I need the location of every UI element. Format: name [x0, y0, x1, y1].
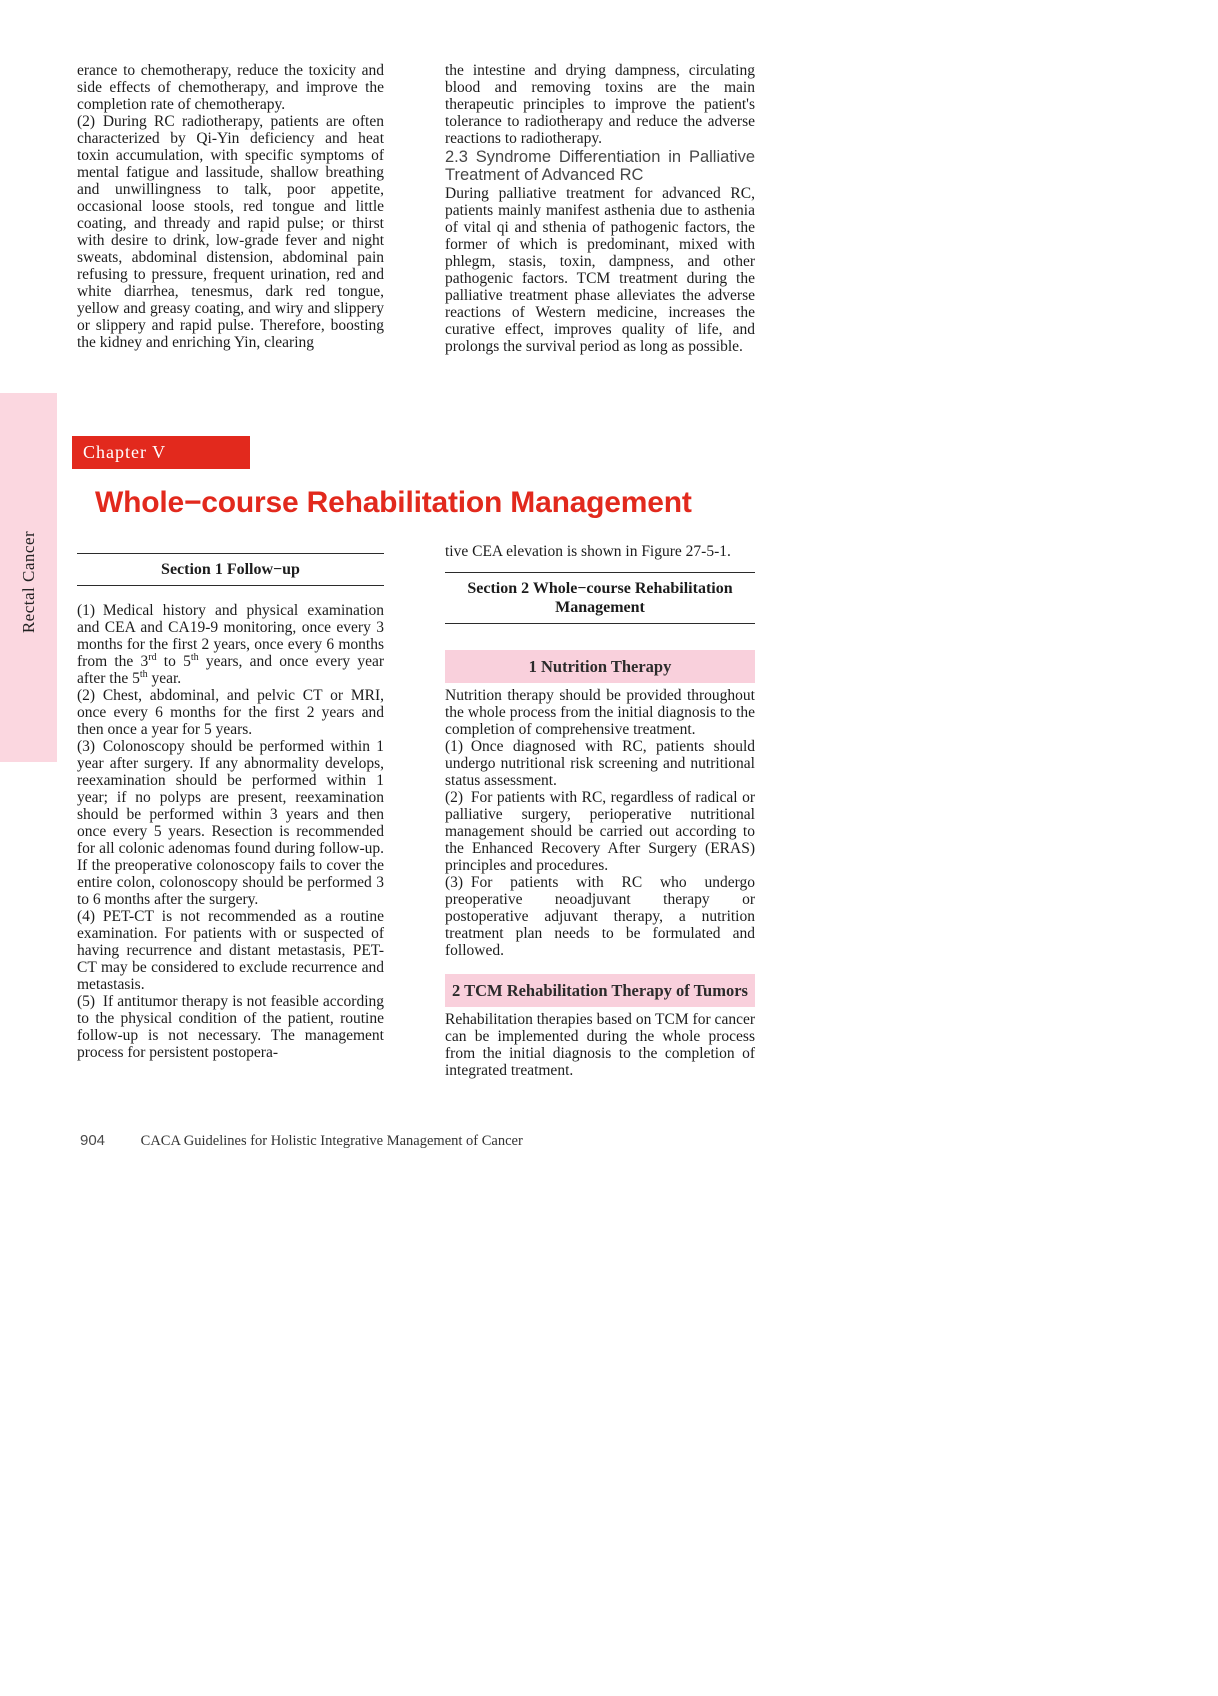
- paragraph-tcm-intro: Rehabilitation therapies based on TCM for cancer can be implemented during the whole process from the initial diagnosis to the completion of integrated treatment.: [445, 1011, 755, 1079]
- section1-column: [77, 553, 384, 1061]
- chapter-banner: [72, 436, 250, 469]
- top-right-column: [445, 62, 755, 355]
- paragraph-radiotherapy-principles: the intestine and drying dampness, circulating blood and removing toxins are the main therapeutic principles to improve the patient's tolerance to radiotherapy and reduce the adverse reactions to radiotherapy.: [445, 62, 755, 147]
- nutrition-item-3: (3) For patients with RC who undergo preoperative neoadjuvant therapy or postoperative adjuvant therapy, a nutrition treatment plan needs to be formulated and followed.: [445, 874, 755, 959]
- follow-up-item-3: (3) Colonoscopy should be performed within 1 year after surgery. If any abnormality develops, reexamination should be performed within 1 year; if no polyps are present, reexamination should be performed within 3 years and then once every 5 years. Resection is recommended for all colonic adenomas found during follow-up. If the preoperative colonoscopy fails to cover the entire colon, colonoscopy should be performed 3 to 6 months after the surgery.: [77, 738, 384, 908]
- follow-up-item-1-text: years, and once every year after the 5: [77, 653, 384, 687]
- top-left-column: [77, 62, 384, 351]
- nutrition-item-2: (2) For patients with RC, regardless of radical or palliative surgery, perioperative nutritional management should be carried out according to the Enhanced Recovery After Surgery (ERAS) principles and procedures.: [445, 789, 755, 874]
- follow-up-item-4: (4) PET-CT is not recommended as a routine examination. For patients with or suspected of having recurrence and distant metastasis, PET-CT may be considered to exclude recurrence and metastasis.: [77, 908, 384, 993]
- follow-up-item-1-text: year.: [147, 670, 182, 687]
- follow-up-item-5: (5) If antitumor therapy is not feasible according to the physical condition of the patient, routine follow-up is not necessary. The management process for persistent postopera-: [77, 993, 384, 1061]
- page-footer: [80, 1132, 523, 1150]
- paragraph-chemotherapy-tolerance: erance to chemotherapy, reduce the toxicity and side effects of chemotherapy, and improve the completion rate of chemotherapy.: [77, 62, 384, 113]
- nutrition-item-1: (1) Once diagnosed with RC, patients should undergo nutritional risk screening and nutritional status assessment.: [445, 738, 755, 789]
- follow-up-item-1-text: to 5: [156, 653, 191, 670]
- paragraph-palliative-treatment: During palliative treatment for advanced RC, patients mainly manifest asthenia due to asthenia of vital qi and sthenia of pathogenic factors, the former of which is predominant, mixed with phlegm, stasis, toxin, dampness, and other pathogenic factors. TCM treatment during the palliative treatment phase alleviates the adverse reactions of Western medicine, increases the curative effect, improves quality of life, and prolongs the survival period as long as possible.: [445, 185, 755, 355]
- sidebar-label: Rectal Cancer: [18, 530, 38, 634]
- ordinal-superscript: rd: [148, 651, 157, 663]
- paragraph-nutrition-intro: Nutrition therapy should be provided throughout the whole process from the initial diagnosis to the completion of comprehensive treatment.: [445, 687, 755, 738]
- subsection-nutrition-therapy-heading: 1 Nutrition Therapy: [445, 650, 755, 683]
- chapter-title: Whole−course Rehabilitation Management: [95, 486, 692, 519]
- footer-book-title: CACA Guidelines for Holistic Integrative Management of Cancer: [140, 1133, 523, 1149]
- paragraph-cea-elevation: tive CEA elevation is shown in Figure 27-5-1.: [445, 543, 731, 560]
- paragraph-rc-radiotherapy: (2) During RC radiotherapy, patients are often characterized by Qi-Yin deficiency and heat toxin accumulation, with specific symptoms of mental fatigue and lassitude, shallow breathing and unwillingness to talk, poor appetite, occasional loose stools, red tongue and little coating, and thready and rapid pulse; or thirst with desire to drink, low-grade fever and night sweats, abdominal distension, abdominal pain refusing to pressure, frequent urination, red and white diarrhea, tenesmus, dark red tongue, yellow and greasy coating, and wiry and slippery or slippery and rapid pulse. Therefore, boosting the kidney and enriching Yin, clearing: [77, 113, 384, 351]
- chapter-banner-label: Chapter V: [83, 442, 167, 462]
- section2-heading: Section 2 Whole−course Rehabilitation Management: [445, 572, 755, 624]
- subsection-tcm-rehabilitation-heading: 2 TCM Rehabilitation Therapy of Tumors: [445, 974, 755, 1007]
- follow-up-item-1: [77, 602, 384, 687]
- section2-column: [445, 543, 755, 1079]
- section1-heading: Section 1 Follow−up: [77, 553, 384, 586]
- page-number: 904: [80, 1132, 106, 1149]
- follow-up-item-2: (2) Chest, abdominal, and pelvic CT or MRI, once every 6 months for the first 2 years and then once a year for 5 years.: [77, 687, 384, 738]
- ordinal-superscript: th: [190, 651, 199, 663]
- follow-up-item-1-text: (1) Medical history and physical examination and CEA and CA19-9 monitoring, once every 3 months for the first 2 years, once every 6 months from the 3: [77, 602, 384, 670]
- heading-2-3-syndrome-differentiation: 2.3 Syndrome Differentiation in Palliative Treatment of Advanced RC: [445, 148, 755, 184]
- ordinal-superscript: th: [139, 668, 148, 680]
- sidebar-band: [0, 393, 57, 762]
